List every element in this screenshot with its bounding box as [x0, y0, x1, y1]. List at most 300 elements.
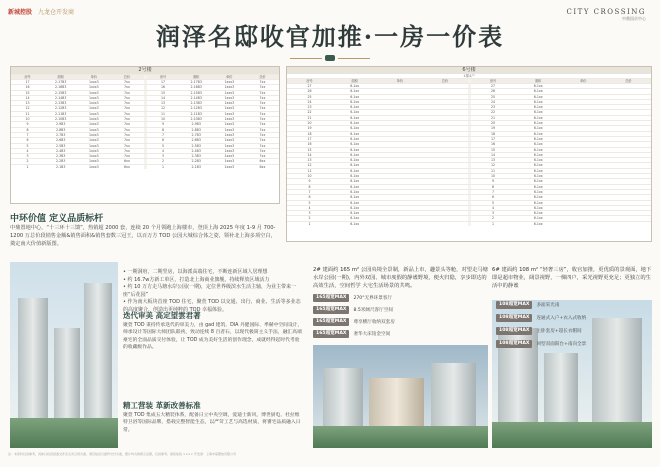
table-cell	[606, 222, 651, 226]
table-row	[287, 168, 651, 173]
table-cell	[606, 132, 651, 136]
table-cell: 6-1xx	[350, 142, 360, 147]
table-cell	[377, 206, 422, 210]
table-cell: 6-1xx	[533, 126, 543, 131]
table-cell: 10	[161, 117, 166, 122]
column-header-cell: 单价	[90, 75, 97, 79]
table-row	[11, 132, 279, 137]
table-cell: 2-9B3	[55, 122, 66, 127]
table-cell: 7xx	[259, 132, 266, 137]
table-cell	[561, 206, 606, 210]
table-row	[287, 173, 651, 178]
table-cell: 6-1xx	[533, 221, 543, 226]
table-cell	[422, 110, 467, 114]
table-cell: 6-1xx	[350, 152, 360, 157]
table-cell: 14	[307, 152, 312, 157]
table-row	[287, 215, 651, 220]
feature-tag: 165超宽MAX 8.5米阔尺客厅空间	[313, 305, 393, 315]
table-cell	[606, 163, 651, 167]
table-cell: 11	[307, 168, 312, 173]
table-cell: 13	[25, 101, 30, 106]
table-cell: 2-12B3	[54, 106, 67, 111]
table-cell	[377, 163, 422, 167]
table-cell: 6-1xx	[350, 89, 360, 94]
table-cell: 2-5B3	[55, 143, 66, 148]
table-cell: 6-1xx	[533, 200, 543, 205]
table-cell: 8	[492, 184, 495, 189]
table-cell: 19	[491, 126, 496, 131]
table-cell: 6xx	[259, 159, 266, 164]
table-cell: 6-1xx	[350, 216, 360, 221]
table-cell: 6-1xx	[350, 168, 360, 173]
table-cell: 6-1xx	[533, 184, 543, 189]
column-header-cell: 面积	[535, 79, 542, 83]
feature-tag: 108超宽MAX 多面采光南	[496, 300, 559, 310]
table-cell: 2-11B3	[190, 111, 202, 116]
table-cell	[561, 100, 606, 104]
table-cell	[561, 84, 606, 88]
brand-mark: 新城控股	[8, 9, 33, 16]
table-cell: 10	[25, 117, 30, 122]
table-cell: 16	[491, 142, 496, 147]
table-cell: 12	[161, 106, 166, 111]
column-header-cell: 房号	[24, 75, 31, 79]
table-cell	[561, 116, 606, 120]
table-cell: 2-2B3	[191, 159, 201, 164]
table-cell: 23	[307, 105, 312, 110]
table-cell	[561, 163, 606, 167]
table-cell: 1xxx3	[224, 148, 235, 153]
table-row	[287, 141, 651, 146]
table-cell	[422, 201, 467, 205]
table-cell: 6	[162, 138, 165, 143]
table-cell: 6-1xx	[533, 110, 543, 115]
table-cell: 13	[307, 158, 312, 163]
table-cell	[377, 153, 422, 157]
table-cell: 1xxx3	[224, 127, 235, 132]
table-cell: 2-11B3	[54, 111, 67, 116]
table-cell: 10	[307, 174, 312, 179]
table-cell: 7xx	[124, 122, 130, 127]
table-header: 2号楼	[11, 67, 279, 74]
table-cell: 7xx	[259, 85, 266, 90]
table-cell	[561, 110, 606, 114]
table-cell: 7xx	[259, 154, 266, 159]
table-cell: 4	[492, 205, 495, 210]
table-cell: 16	[307, 142, 312, 147]
table-cell: 2	[162, 159, 165, 164]
column-header-cell: 面积	[57, 75, 64, 79]
table-cell	[422, 190, 467, 194]
table-cell	[377, 148, 422, 152]
table-cell: 2-14B3	[190, 95, 202, 100]
table-row	[287, 162, 651, 167]
bullet-item: • 约 10 万方走马塘水岸公园(一期)，定位世界级滨水生活主轴，为业主带来一座“后花园”	[123, 284, 296, 298]
table-cell: 7	[308, 189, 311, 194]
table-cell: 1xxx3	[88, 117, 99, 122]
table-cell: 6-1xx	[350, 184, 360, 189]
table-cell: 6-1xx	[533, 216, 543, 221]
table-cell: 2-2B3	[55, 159, 66, 164]
table-cell: 6-1xx	[533, 195, 543, 200]
table-cell: 8	[26, 127, 29, 132]
table-cell	[606, 153, 651, 157]
table-cell: 6-1xx	[533, 147, 543, 152]
table-cell: 3	[492, 211, 495, 216]
table-cell: 6-1xx	[350, 205, 360, 210]
table-cell	[422, 195, 467, 199]
table-cell: 1xxx3	[88, 111, 99, 116]
table-cell: 2	[492, 216, 495, 221]
table-cell: 1xxx3	[88, 159, 99, 164]
amenity-render-photo	[313, 345, 488, 448]
table-cell	[377, 222, 422, 226]
table-cell: 6-1xx	[350, 110, 360, 115]
feature-tag: 108超宽MAX 连通式入户+衣入式收纳	[496, 313, 586, 323]
table-cell: 17	[161, 80, 166, 84]
table-cell: 2-9B3	[191, 122, 201, 127]
table-row	[287, 99, 651, 104]
table-cell	[606, 185, 651, 189]
table-cell: 6-1xx	[350, 136, 360, 141]
table-cell	[377, 190, 422, 194]
table-cell: 18	[307, 131, 312, 136]
table-cell: 6-1xx	[533, 179, 543, 184]
section-title-decoration: 精工营装 革新改善标准	[123, 401, 201, 410]
table-cell: 1xxx3	[88, 106, 99, 111]
column-header-cell: 面积	[193, 75, 200, 79]
footer-disclaimer: 注：本资料仅供参考，具体以政府批准文件及买卖合同为准。项目信息以最终交付为准，图片均为效果示意图，仅供参考。销售热线 ×××× 开发商：上海中鼎置地有限公司	[8, 452, 236, 456]
table-cell: 2-3B3	[55, 154, 66, 159]
table-cell: 23	[491, 105, 496, 110]
table-row	[287, 194, 651, 199]
table-row	[11, 95, 279, 100]
table-header: 6号楼	[287, 67, 651, 74]
table-cell: 7xx	[124, 80, 130, 84]
bullet-item: • 一期洞府，二期竖房，以海派高端住宅，不断连新区域人居理想	[123, 269, 268, 275]
table-cell	[606, 169, 651, 173]
table-cell	[606, 116, 651, 120]
price-table-building-2	[10, 66, 280, 204]
table-cell	[377, 121, 422, 125]
table-cell: 20	[491, 121, 496, 126]
table-cell	[422, 137, 467, 141]
table-cell: 5	[162, 143, 165, 148]
table-cell: 6-1xx	[533, 89, 543, 94]
column-header-cell: 总价	[123, 75, 131, 79]
table-row	[11, 148, 279, 153]
table-cell	[422, 153, 467, 157]
table-row	[11, 79, 279, 84]
table-cell: 7	[162, 132, 165, 137]
table-cell: 7xx	[259, 80, 266, 84]
table-cell: 6xx	[124, 164, 130, 169]
table-cell: 1xxx3	[224, 138, 235, 143]
table-row	[287, 109, 651, 114]
table-cell: 1xxx3	[224, 154, 235, 159]
table-cell: 1xxx3	[224, 111, 235, 116]
table-cell	[422, 169, 467, 173]
table-cell	[422, 216, 467, 220]
table-cell: 7xx	[124, 106, 130, 111]
table-subheader: 1梯4户	[463, 74, 475, 78]
table-cell	[606, 137, 651, 141]
table-cell: 2-16B3	[54, 85, 67, 90]
table-cell: 6-1xx	[533, 131, 543, 136]
table-cell: 6-1xx	[533, 158, 543, 163]
column-header-cell: 单价	[396, 79, 403, 83]
table-row	[287, 210, 651, 215]
table-cell	[561, 137, 606, 141]
table-cell: 18	[491, 131, 496, 136]
project-logo-cn: 中鼎国京中心	[622, 16, 646, 21]
table-cell: 8	[162, 127, 165, 132]
table-cell: 6-1xx	[533, 205, 543, 210]
table-cell: 10	[491, 174, 496, 179]
table-row	[287, 184, 651, 189]
table-cell: 6-1xx	[533, 152, 543, 157]
table-cell	[561, 179, 606, 183]
table-cell: 6-1xx	[350, 99, 360, 104]
table-cell: 2-6B3	[55, 138, 66, 143]
table-cell: 7	[492, 189, 495, 194]
table-cell: 8	[308, 184, 311, 189]
table-cell	[561, 211, 606, 215]
table-cell: 14	[25, 95, 30, 100]
table-cell	[377, 100, 422, 104]
table-cell: 2-1B3	[55, 164, 66, 169]
table-cell: 1xxx3	[224, 80, 235, 84]
table-cell: 4	[162, 148, 165, 153]
table-cell: 1xxx3	[88, 85, 99, 90]
table-row	[287, 178, 651, 183]
table-cell: 9	[26, 122, 29, 127]
table-cell: 6	[492, 195, 495, 200]
table-cell	[606, 190, 651, 194]
table-row	[287, 104, 651, 109]
table-cell	[422, 206, 467, 210]
table-row	[11, 127, 279, 132]
table-cell	[561, 89, 606, 93]
table-cell: 6-1xx	[350, 126, 360, 131]
table-cell	[422, 148, 467, 152]
table-cell: 6	[308, 195, 311, 200]
table-cell	[377, 179, 422, 183]
table-cell	[377, 158, 422, 162]
table-column-header	[11, 74, 279, 79]
table-cell: 1xxx3	[88, 122, 99, 127]
page-title: 润泽名邸收官加推·一房一价表	[155, 22, 505, 51]
table-cell	[606, 126, 651, 130]
table-cell: 6-1xx	[350, 84, 360, 88]
table-cell: 1xxx3	[224, 90, 235, 95]
table-row	[11, 100, 279, 105]
table-cell: 2-5B3	[191, 143, 201, 148]
table-cell: 12	[491, 163, 496, 168]
table-cell: 1xxx3	[88, 138, 99, 143]
table-cell: 2	[308, 216, 311, 221]
table-cell: 2-8B3	[55, 127, 66, 132]
building-render-photo	[10, 262, 118, 448]
table-cell	[606, 158, 651, 162]
table-cell	[422, 222, 467, 226]
table-cell	[561, 195, 606, 199]
table-cell	[606, 201, 651, 205]
table-row	[11, 164, 279, 169]
table-cell: 7xx	[124, 85, 130, 90]
table-cell: 2-17B3	[54, 80, 67, 84]
table-row	[11, 111, 279, 116]
table-cell	[377, 211, 422, 215]
table-cell: 12	[307, 163, 312, 168]
table-row	[287, 147, 651, 152]
table-cell: 7xx	[124, 117, 130, 122]
table-cell: 1xxx3	[224, 122, 235, 127]
table-cell: 2-13B3	[54, 101, 67, 106]
table-cell	[377, 116, 422, 120]
feature-bullets	[123, 269, 303, 315]
table-cell	[606, 211, 651, 215]
table-row	[287, 157, 651, 162]
table-cell: 17	[25, 80, 30, 84]
table-cell	[377, 132, 422, 136]
table-cell: 1xxx3	[224, 106, 235, 111]
table-row	[287, 200, 651, 205]
table-cell: 1	[308, 221, 311, 226]
table-cell: 3	[26, 154, 29, 159]
table-cell: 7xx	[124, 127, 130, 132]
table-cell	[422, 126, 467, 130]
table-cell: 2-13B3	[190, 101, 202, 106]
table-cell: 22	[307, 110, 312, 115]
building-6-intro: 6# 建面约 108 m² “轻奢三房”，收官加推，更优质的景观面，地下即是超市物业，阔景视野，一梯四户，采光视野更充足；更独立的生活中的静谧	[492, 267, 652, 289]
table-cell: 6-1xx	[350, 131, 360, 136]
table-cell: 6-1xx	[350, 147, 360, 152]
table-cell	[606, 100, 651, 104]
table-row	[287, 131, 651, 136]
table-cell	[561, 216, 606, 220]
section-body-decoration: 聚萱 TOD 集成五大精装体系，配备日立中央空调，爱迪士新风，博世厨电、杜拉维特卫浴等国际品牌，搭载完整智能生态，以严苛工艺与高选材质，将審宅品质融入日常。	[123, 413, 301, 433]
table-cell: 15	[161, 90, 166, 95]
table-cell: 3	[308, 211, 311, 216]
table-cell	[422, 179, 467, 183]
table-cell: 14	[161, 95, 166, 100]
column-header-cell: 房号	[159, 75, 167, 79]
table-cell	[377, 95, 422, 99]
table-cell: 27	[307, 84, 312, 88]
table-cell: 17	[307, 136, 312, 141]
table-cell: 6-1xx	[533, 136, 543, 141]
table-cell: 25	[491, 94, 496, 99]
table-cell	[606, 216, 651, 220]
table-cell: 11	[161, 111, 166, 116]
table-cell: 1xxx3	[224, 159, 235, 164]
table-cell	[561, 158, 606, 162]
table-row	[287, 152, 651, 157]
table-row	[11, 84, 279, 89]
table-cell: 19	[307, 126, 312, 131]
table-cell	[422, 142, 467, 146]
feature-tag: 108超宽MAX 回型双面阳台+南向全景	[496, 339, 586, 349]
table-cell: 7xx	[259, 106, 266, 111]
table-cell: 13	[161, 101, 166, 106]
table-row	[287, 205, 651, 210]
table-cell	[422, 185, 467, 189]
building-2-intro: 2# 建面约 165 m² 公园央境全景制，新品上市，趣景头等舱，对望走马塘水岸公园(一期)，内外双园、城市度假的静谧野境，便火归隐，享步即达的高效生活，空间哲学 大宅生活场景的共鸣。	[313, 267, 488, 289]
table-cell: 6-1xx	[350, 211, 360, 216]
table-cell	[422, 84, 467, 88]
table-cell	[606, 142, 651, 146]
table-cell: 1xxx3	[88, 154, 99, 159]
table-cell	[561, 142, 606, 146]
table-cell	[377, 105, 422, 109]
table-cell	[561, 201, 606, 205]
table-cell: 6-1xx	[350, 94, 360, 99]
table-cell: 7xx	[124, 143, 130, 148]
table-cell: 9	[492, 179, 495, 184]
table-cell: 2-7B3	[55, 132, 66, 137]
table-row	[11, 90, 279, 95]
table-cell	[606, 84, 651, 88]
table-cell: 1xxx3	[224, 95, 235, 100]
table-cell: 17	[491, 136, 496, 141]
table-row	[287, 189, 651, 194]
table-cell: 4	[26, 148, 29, 153]
table-cell	[606, 110, 651, 114]
table-cell: 21	[307, 115, 312, 120]
table-cell: 7xx	[124, 148, 130, 153]
table-cell: 15	[307, 147, 312, 152]
table-cell	[377, 185, 422, 189]
column-header-cell: 总价	[259, 75, 266, 79]
section-body-value: 中鼎置地中心，“十三环十三馈”，热销超 2000 套，连续 20 个月领跑上海楼市，登顶上海 2025 年度 1-9 月 700-1200 万总价段销售金额&销售面积&销售套数三冠王，以百万方 TOD 公园大城综合体之姿，领补北上海多项空白，奠定南大价值新版图。	[10, 225, 276, 247]
table-cell: 6-1xx	[533, 163, 543, 168]
table-cell: 2-17B3	[190, 80, 202, 84]
table-cell	[606, 89, 651, 93]
table-cell: 2-15B3	[54, 90, 67, 95]
table-cell	[422, 163, 467, 167]
feature-tag: 165超宽MAX 尊享横厅收纳双套房	[313, 317, 395, 327]
table-cell: 2-15B3	[190, 90, 202, 95]
table-cell: 3	[162, 154, 165, 159]
table-row	[11, 158, 279, 163]
table-cell: 2-12B3	[190, 106, 202, 111]
table-cell: 15	[25, 90, 30, 95]
table-cell: 6-1xx	[533, 211, 543, 216]
table-cell: 7xx	[259, 143, 266, 148]
table-cell: 7xx	[259, 122, 266, 127]
table-cell: 7xx	[124, 154, 130, 159]
table-cell: 1xxx3	[224, 117, 235, 122]
column-header-cell: 面积	[351, 79, 358, 83]
table-row	[287, 83, 651, 88]
table-cell: 9	[162, 122, 165, 127]
table-cell	[561, 95, 606, 99]
table-cell: 6-1xx	[533, 84, 543, 88]
table-cell: 7xx	[124, 138, 130, 143]
table-cell: 6-1xx	[533, 168, 543, 173]
section-title-design: 迭代审美 高定望雲君著	[123, 311, 201, 320]
table-cell	[422, 116, 467, 120]
table-cell: 6-1xx	[350, 189, 360, 194]
table-cell: 1xxx3	[88, 164, 99, 169]
table-cell	[377, 84, 422, 88]
column-header-cell: 房号	[489, 79, 497, 83]
table-cell: 2-16B3	[190, 85, 202, 90]
table-column-header	[287, 78, 651, 83]
table-cell: 14	[491, 152, 496, 157]
table-cell: 7xx	[259, 111, 266, 116]
